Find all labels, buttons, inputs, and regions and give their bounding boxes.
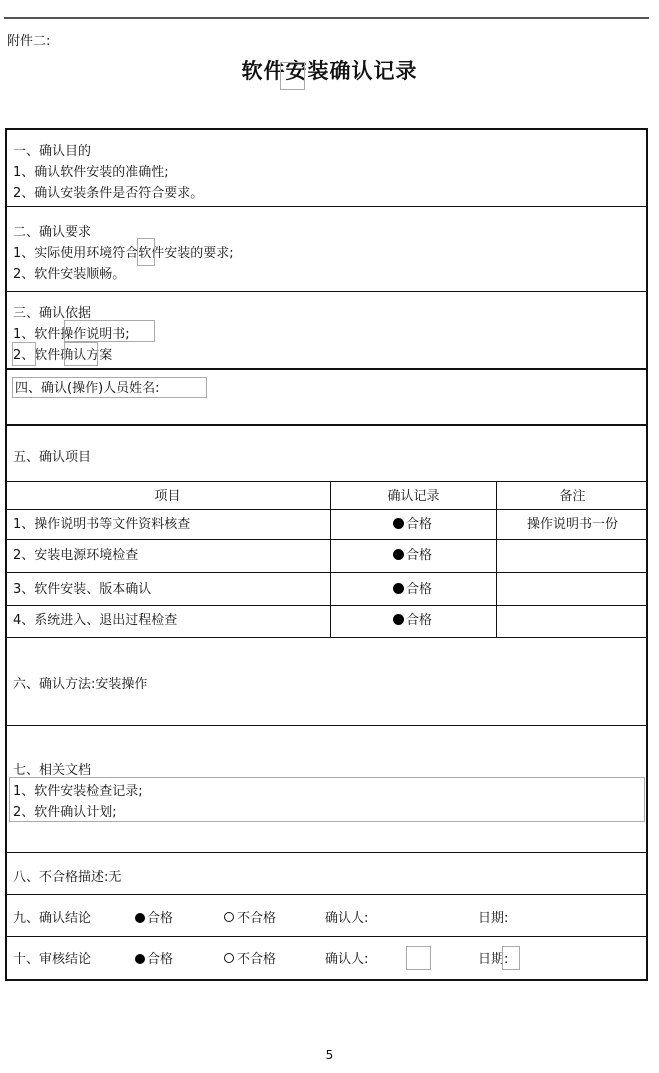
top-rule	[4, 17, 649, 19]
section-1-item: 2、确认安装条件是否符合要求。	[13, 186, 204, 201]
annotation-box	[280, 62, 305, 90]
table-row-item: 2、安装电源环境检查	[13, 548, 139, 563]
section-3-item: 2、软件确认方案	[13, 348, 113, 363]
review-date-label: 日期:	[478, 952, 509, 967]
filled-bullet-icon	[393, 518, 404, 529]
filled-bullet-icon	[135, 913, 145, 923]
attachment-label: 附件二:	[7, 34, 51, 49]
column-divider	[496, 481, 497, 638]
empty-circle-icon	[224, 912, 234, 922]
row-divider	[5, 894, 648, 895]
section-1-item: 1、确认软件安装的准确性;	[13, 165, 169, 180]
table-row-note: 操作说明书一份	[526, 517, 618, 532]
table-row-item: 3、软件安装、版本确认	[13, 582, 152, 597]
annotation-box	[12, 342, 36, 366]
filled-bullet-icon	[393, 549, 404, 560]
date-label: 日期:	[478, 911, 509, 926]
row-divider	[5, 424, 648, 426]
row-divider	[5, 852, 648, 853]
row-divider	[5, 291, 648, 292]
table-row-record: 合格	[393, 582, 432, 598]
section-7-heading: 七、相关文档	[13, 763, 92, 778]
table-row-item: 4、系统进入、退出过程检查	[13, 613, 178, 628]
section-2-item: 2、软件安装顺畅。	[13, 267, 126, 282]
section-2-item: 1、实际使用环境符合软件安装的要求;	[13, 246, 234, 261]
row-divider	[5, 605, 648, 606]
review-pass-option: 合格	[135, 952, 173, 968]
column-header-note: 备注	[559, 489, 586, 504]
reviewer-label: 确认人:	[325, 952, 369, 967]
table-row-record: 合格	[393, 548, 432, 564]
section-6-heading: 六、确认方法:安装操作	[13, 677, 148, 692]
section-5-heading: 五、确认项目	[13, 450, 92, 465]
row-divider	[5, 725, 648, 726]
section-7-item: 2、软件确认计划;	[13, 805, 117, 820]
annotation-box	[137, 238, 155, 266]
section-10-label: 十、审核结论	[13, 952, 92, 967]
row-divider	[5, 539, 648, 540]
filled-bullet-icon	[393, 614, 404, 625]
section-2-heading: 二、确认要求	[13, 225, 92, 240]
column-divider	[330, 481, 331, 638]
section-7-item: 1、软件安装检查记录;	[13, 784, 143, 799]
empty-circle-icon	[224, 953, 234, 963]
review-fail-option: 不合格	[224, 952, 276, 968]
conclusion-fail-option: 不合格	[224, 911, 276, 927]
section-9-label: 九、确认结论	[13, 911, 92, 926]
row-divider	[5, 481, 648, 482]
column-header-item: 项目	[154, 489, 181, 504]
annotation-box	[64, 342, 98, 366]
row-divider	[5, 509, 648, 510]
row-divider	[5, 936, 648, 937]
annotation-box	[64, 320, 155, 342]
annotation-box	[12, 377, 207, 398]
section-3-item: 1、软件操作说明书;	[13, 327, 130, 342]
row-divider	[5, 206, 648, 207]
row-divider	[5, 572, 648, 573]
filled-bullet-icon	[393, 583, 404, 594]
section-8-heading: 八、不合格描述:无	[13, 870, 122, 885]
table-row-record: 合格	[393, 613, 432, 629]
annotation-box	[502, 946, 520, 970]
table-row-record: 合格	[393, 517, 432, 533]
table-row-item: 1、操作说明书等文件资料核查	[13, 517, 191, 532]
filled-bullet-icon	[135, 954, 145, 964]
section-3-heading: 三、确认依据	[13, 306, 92, 321]
page-number: 5	[325, 1048, 334, 1062]
row-divider	[5, 637, 648, 638]
confirmer-label: 确认人:	[325, 911, 369, 926]
row-divider	[5, 368, 648, 370]
document-title: 软件安装确认记录	[241, 59, 418, 83]
section-1-heading: 一、确认目的	[13, 144, 92, 159]
annotation-box	[406, 946, 431, 970]
conclusion-pass-option: 合格	[135, 911, 173, 927]
section-4-heading: 四、确认(操作)人员姓名:	[15, 381, 160, 396]
column-header-record: 确认记录	[387, 489, 440, 504]
